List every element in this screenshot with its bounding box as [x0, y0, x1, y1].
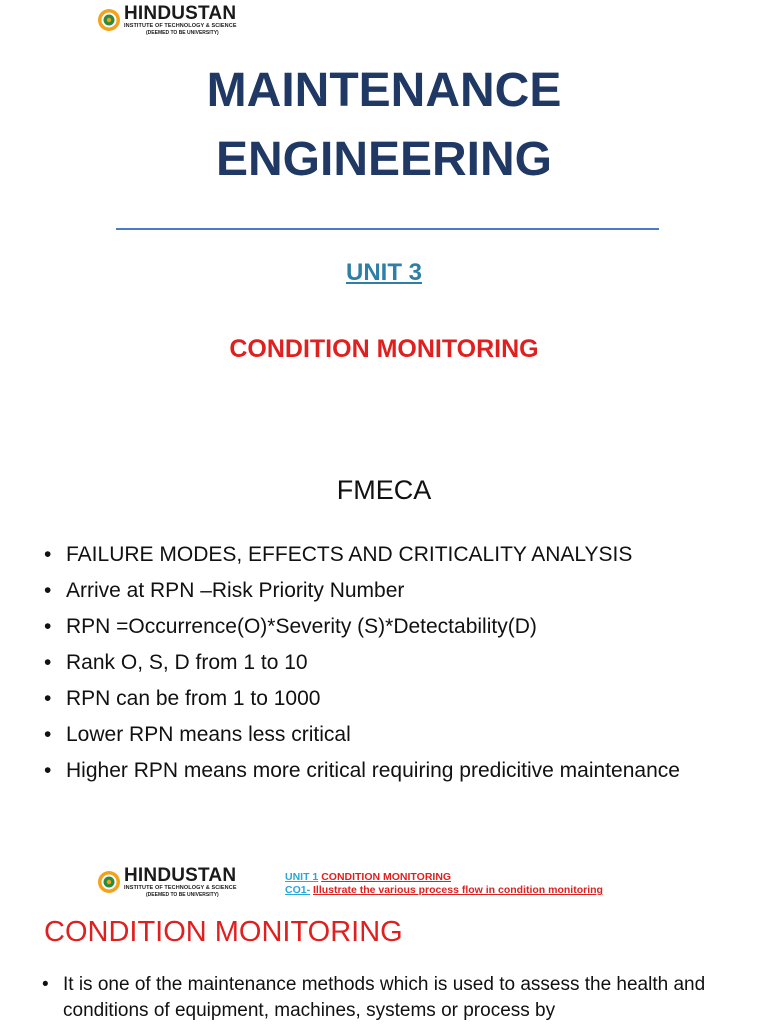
section-heading: FMECA	[336, 475, 432, 505]
slide-title-line-1: MAINTENANCE	[206, 64, 562, 117]
list-item: • Arrive at RPN –Risk Priority Number	[44, 575, 744, 606]
hindustan-emblem-icon	[97, 8, 121, 32]
unit-info-unit-link[interactable]: UNIT 1	[285, 871, 319, 883]
logo-subtitle: INSTITUTE OF TECHNOLOGY & SCIENCE	[124, 23, 237, 29]
logo-subtitle: INSTITUTE OF TECHNOLOGY & SCIENCE	[124, 885, 237, 891]
list-item: • FAILURE MODES, EFFECTS AND CRITICALITY ANALYSIS	[44, 539, 744, 570]
list-item: • Rank O, S, D from 1 to 10	[44, 647, 744, 678]
list-item: • RPN can be from 1 to 1000	[44, 683, 744, 714]
slide-2-title: CONDITION MONITORING	[44, 916, 403, 948]
fmeca-bullet-list	[44, 539, 744, 791]
unit-info-topic-link[interactable]: CONDITION MONITORING	[321, 871, 452, 883]
course-outcome-text[interactable]: Illustrate the various process flow in condition monitoring	[313, 884, 603, 896]
title-divider	[116, 228, 659, 230]
slide-title-line-2: ENGINEERING	[215, 133, 553, 186]
hindustan-logo	[97, 4, 237, 36]
hindustan-logo-2	[97, 866, 237, 898]
unit-label: UNIT 3	[345, 259, 422, 286]
condition-monitoring-bullet-list	[42, 972, 722, 1024]
list-item: • RPN =Occurrence(O)*Severity (S)*Detectability(D)	[44, 611, 744, 642]
list-item: • It is one of the maintenance methods which is used to assess the health and conditions of equipment, machines, systems or process by	[42, 972, 722, 1024]
logo-name: HINDUSTAN	[124, 3, 237, 24]
list-item: • Higher RPN means more critical requiring predicitive maintenance	[44, 755, 744, 786]
unit-info	[285, 871, 603, 897]
list-item: • Lower RPN means less critical	[44, 719, 744, 750]
logo-name: HINDUSTAN	[124, 865, 237, 886]
hindustan-emblem-icon	[97, 870, 121, 894]
logo-subtitle-2: (DEEMED TO BE UNIVERSITY)	[146, 891, 219, 898]
unit-topic-heading: CONDITION MONITORING	[229, 335, 539, 363]
logo-subtitle-2: (DEEMED TO BE UNIVERSITY)	[146, 29, 219, 36]
course-outcome-label[interactable]: CO1-	[285, 884, 311, 896]
